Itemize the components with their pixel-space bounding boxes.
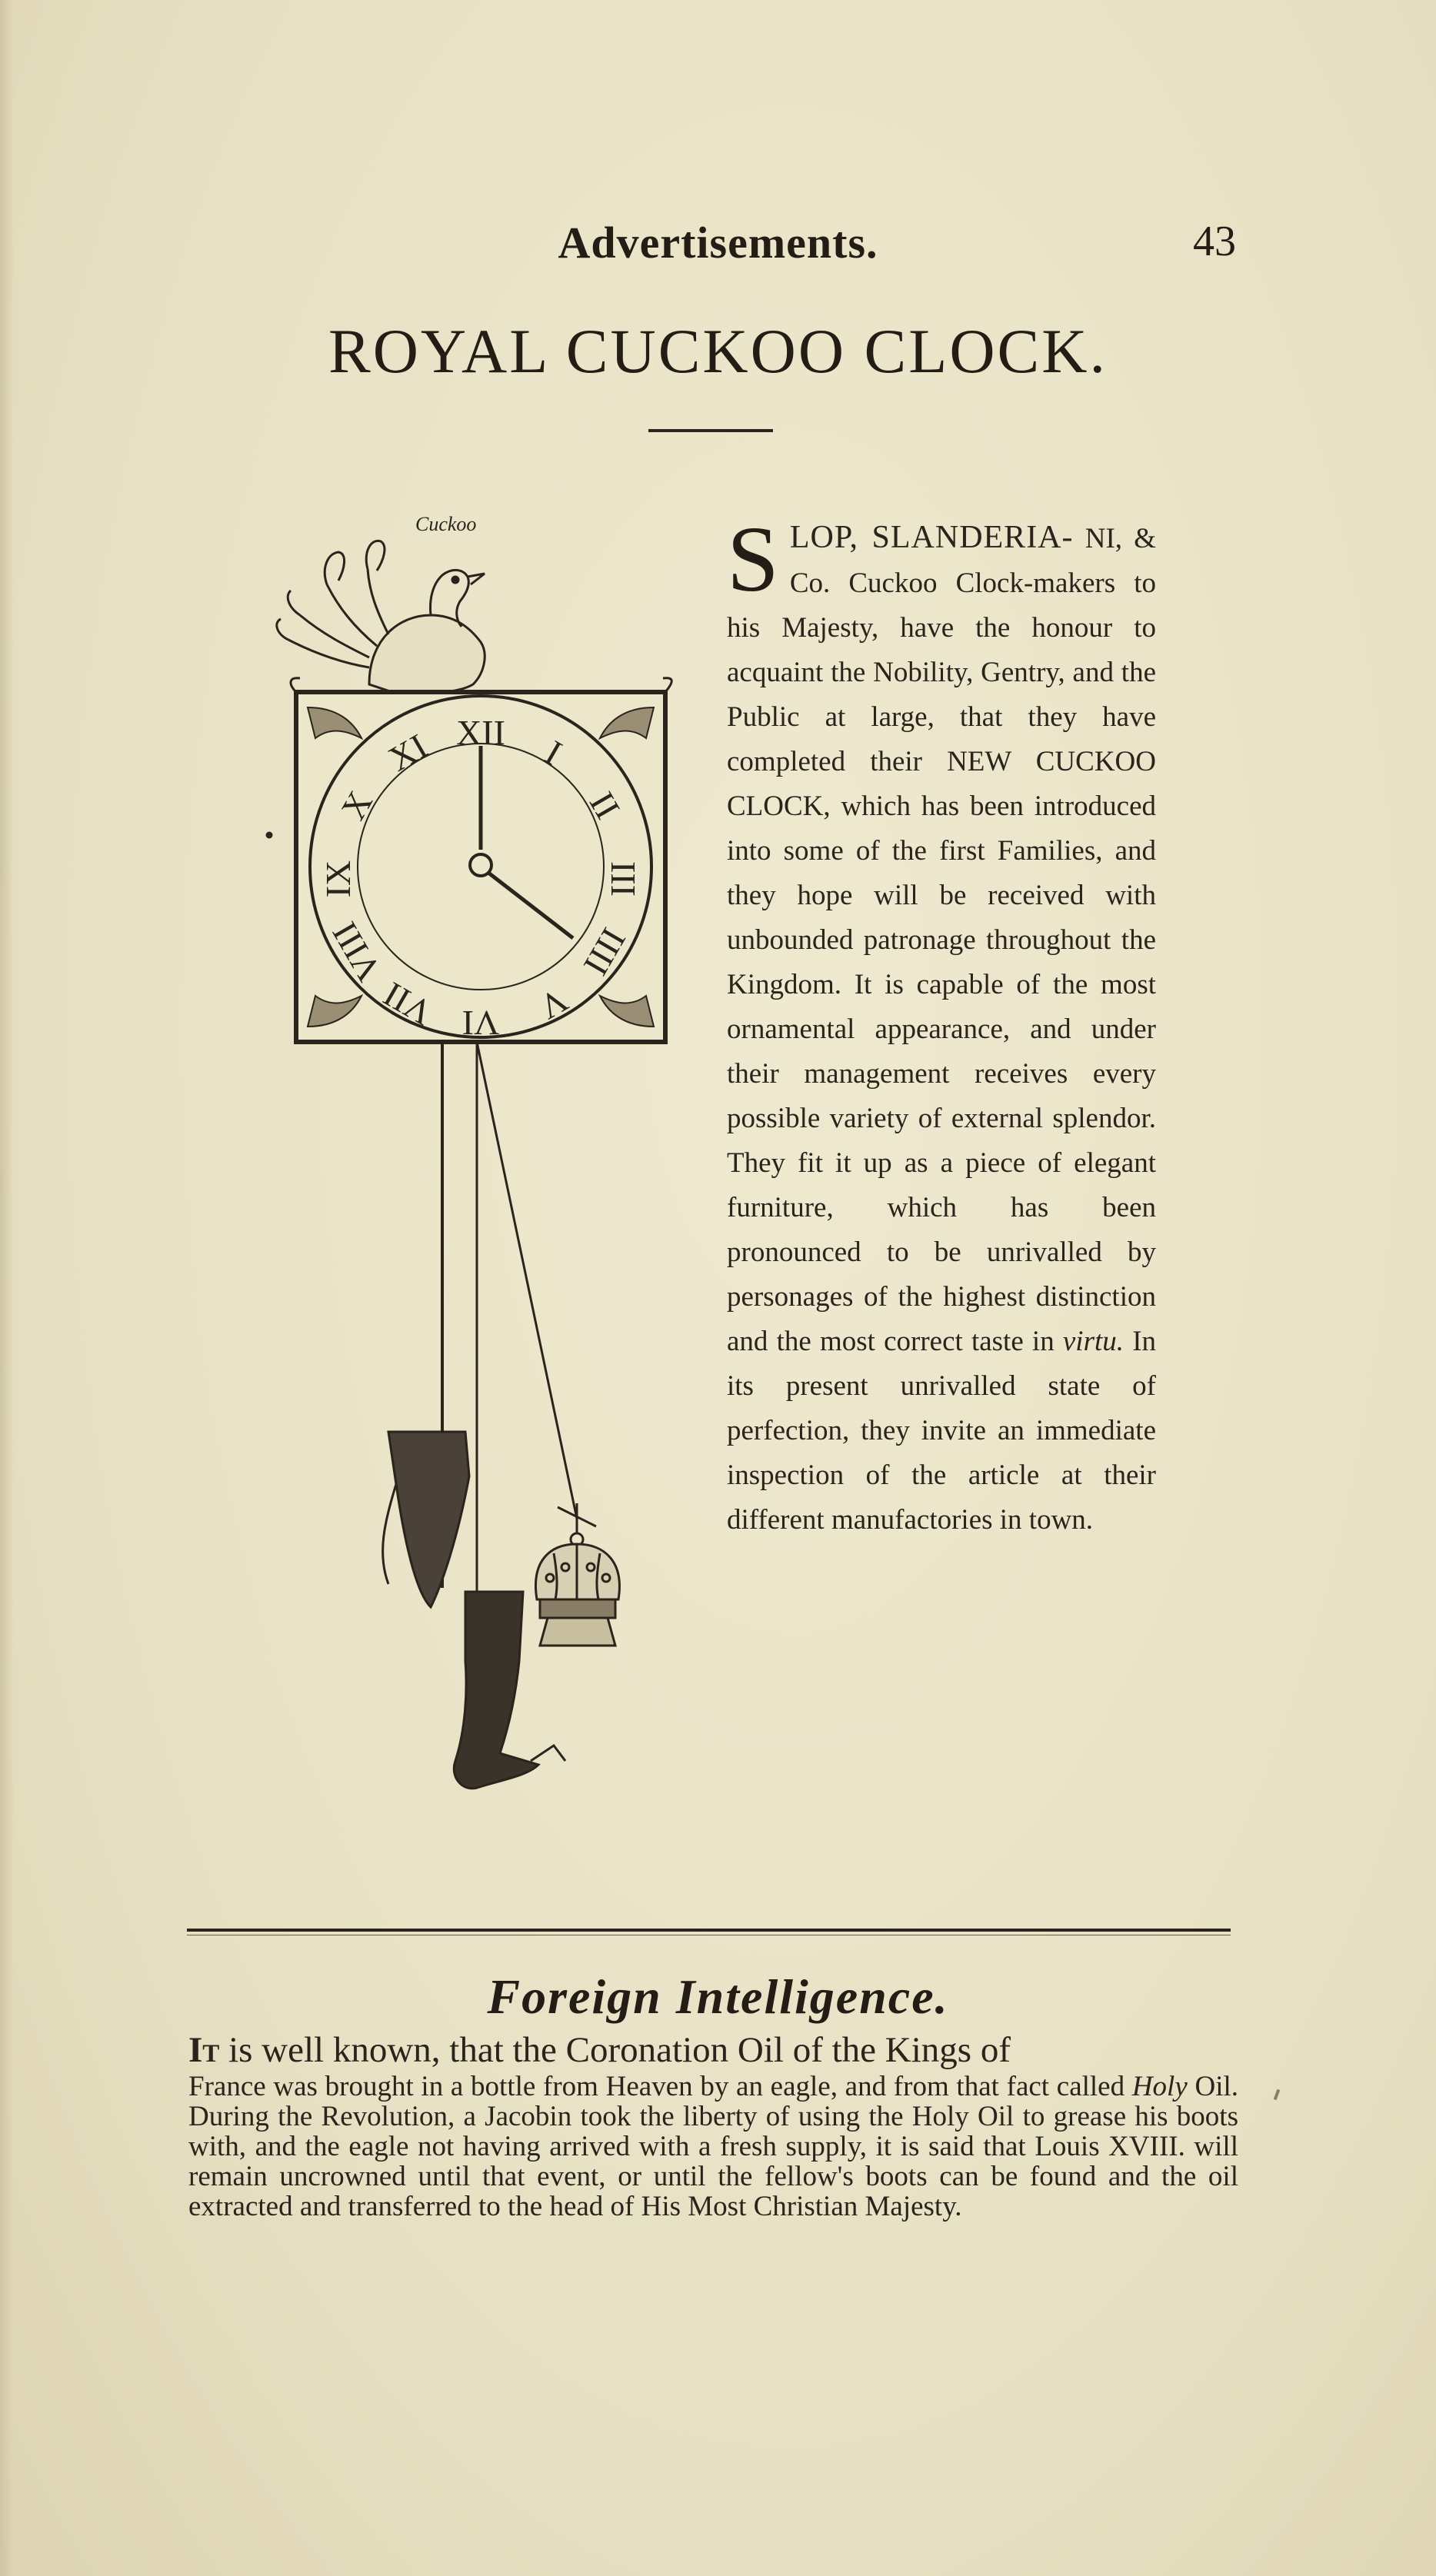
stray-ink-mark — [1274, 2089, 1281, 2101]
numeral-xi: XI — [381, 726, 435, 779]
advert-italic-word: virtu. — [1062, 1326, 1124, 1357]
foreign-lead-rest: is well known, that the Coronation Oil of the Kings of — [228, 2030, 1011, 2070]
foreign-body-b: Oil. During the Revolution, a Jacobin took the liberty of using the Holy Oil to grease his boots with, and the eagle not having arrived with a fresh supply, it is said that Louis XVIII. will remain uncrowned until that event, or until the fellow's boots can be found and the oil extracted and transferred to the head of His Most Christian Majesty. — [188, 2071, 1239, 2222]
drop-cap: S — [727, 508, 779, 611]
running-head — [0, 217, 1436, 278]
advert-title: ROYAL CUCKOO CLOCK. — [328, 316, 1108, 386]
crown-bob-icon — [536, 1503, 620, 1646]
advert-body-end: In its present unrivalled state of perfection, they invite an immediate inspection of the article at their different manufactories in town. — [727, 1326, 1157, 1536]
page-number: 43 — [1193, 218, 1236, 265]
advert-body-text: NI, & Co. Cuckoo Clock-makers to his Majesty, have the honour to acquaint the Nobility, Gentry, and the Public at large, that they have completed their NEW CUCKOO CLOCK, which has been introduced into some of the first Families, and they hope will be received with unbounded patronage throughout the Kingdom. It is capable of the most ornamental appearance, and under their management receives every possible variety of external splendor. They fit it up as a piece of elegant furniture, which has been pronounced to be unrivalled by personages of the highest distinction and the most correct taste in — [727, 523, 1157, 1357]
running-head-title: Advertisements. — [558, 218, 878, 268]
foreign-intelligence-body — [188, 2030, 1238, 2222]
numeral-v: V — [532, 980, 575, 1027]
foreign-intelligence-title: Foreign Intelligence. — [487, 1969, 949, 2024]
numeral-iiii: IIII — [576, 921, 634, 983]
numeral-ix: IX — [318, 860, 358, 898]
numeral-ii: II — [581, 785, 628, 826]
foreign-italic-word: Holy — [1131, 2071, 1188, 2102]
foreign-lead-line — [188, 2030, 1238, 2070]
numeral-vi: VI — [461, 1003, 500, 1043]
advert-first-words: LOP, SLANDERIA- — [789, 520, 1074, 555]
foreign-body-a: France was brought in a bottle from Heaven by an eagle, and from that fact called — [188, 2071, 1125, 2102]
foreign-lead-word: It — [188, 2030, 220, 2070]
title-rule — [648, 429, 773, 432]
numeral-x: X — [333, 784, 380, 827]
numeral-iii: III — [604, 861, 643, 897]
numeral-vii: VII — [376, 974, 439, 1033]
bird-label: Cuckoo — [415, 513, 477, 535]
numeral-xii: XII — [456, 713, 505, 752]
numeral-viii: VIII — [324, 915, 389, 988]
numeral-i: I — [538, 732, 569, 773]
section-divider — [187, 1929, 1231, 1932]
cuckoo-clock-illustration — [254, 461, 692, 1922]
advert-body — [727, 508, 1157, 1543]
